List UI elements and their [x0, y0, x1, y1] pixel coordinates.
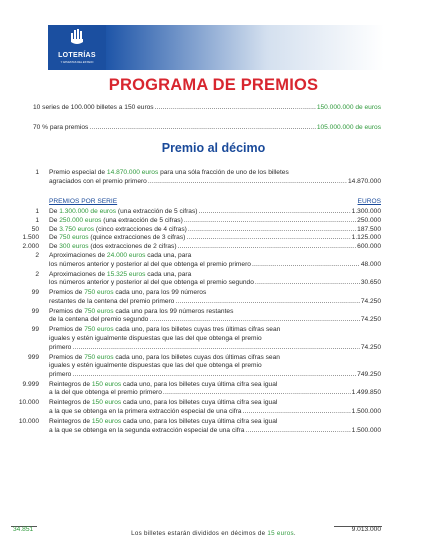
prize-qty: 2: [35, 270, 39, 278]
prize-text: Reintegros de: [49, 399, 92, 407]
prize-amount: 749.250: [357, 370, 381, 378]
prize-text: cada uno, para los billetes cuya última cifra sea igual: [121, 418, 278, 425]
prize-qty: 2: [35, 252, 39, 259]
prize-value: 1.300.000 de euros: [59, 208, 117, 215]
summary-amount: 150.000.000 de euros: [316, 104, 381, 111]
header-banner: [106, 25, 384, 70]
logo-subtitle: Y APUESTAS DEL ESTADO: [60, 61, 94, 64]
prize-amount: 1.125.000: [351, 234, 381, 242]
prize-text: iguales y estén igualmente dispuestas que las del que obtenga el premio: [49, 334, 262, 342]
prize-text: los números anterior y posterior al del que obtenga el premio segundo: [49, 279, 254, 287]
prize-text: (quince extracciones de 3 cifras): [88, 234, 186, 242]
prize-qty: 10.000: [18, 418, 39, 425]
prize-qty: 1: [35, 216, 39, 224]
prize-amount: 74.250: [360, 343, 381, 351]
prize-amount: 74.250: [360, 316, 381, 324]
prize-value: 150 euros: [91, 418, 122, 425]
prize-qty: 999: [27, 353, 39, 361]
prize-amount: 1.499.850: [351, 389, 381, 397]
prize-text: De: [49, 216, 60, 224]
prize-value: 750 euros: [59, 234, 89, 242]
total-count: 34.851: [13, 526, 34, 533]
prize-amount: 250.000: [357, 216, 381, 224]
prize-text: cada una, para: [145, 270, 192, 278]
prize-text: De: [49, 208, 60, 215]
prize-qty: 9.999: [22, 380, 39, 388]
prize-text: de la centena del premio segundo: [49, 316, 149, 324]
prize-text: restantes de la centena del premio primero: [49, 297, 175, 305]
prize-text: Premios de: [49, 326, 85, 334]
footer-note: [0, 530, 427, 537]
summary-line: [33, 124, 381, 133]
prize-text: para una sóla fracción de uno de los billetes: [158, 169, 289, 176]
prize-text: De: [49, 225, 60, 233]
summary-text: 70 % para premios: [33, 124, 89, 131]
footer-text: Los billetes estarán divididos en décimos de: [131, 530, 268, 537]
footer-value: 15 euros: [267, 530, 294, 537]
prize-text: agraciados con el premio primero: [49, 177, 147, 185]
prize-text: primero: [49, 343, 72, 351]
prize-value: 3.750 euros: [59, 225, 95, 233]
prize-text: De: [49, 243, 60, 251]
summary-line: [33, 104, 381, 113]
prize-text: iguales y estén igualmente dispuestas que las del que obtenga el premio: [49, 362, 262, 370]
prize-qty: 10.000: [18, 399, 39, 407]
prize-amount: 74.250: [360, 297, 381, 305]
prize-value: 250.000 euros: [59, 216, 102, 224]
prize-text: cada uno, para los billetes cuyas dos últimas cifras sean: [113, 353, 280, 361]
prize-text: Aproximaciones de: [49, 270, 107, 278]
prize-amount: 14.870.000: [347, 177, 381, 185]
logo-name: LOTERÍAS: [58, 52, 96, 59]
loterias-logo: [48, 25, 106, 70]
prize-text: a la del que obtenga el premio primero: [49, 389, 162, 397]
prize-text: Premio especial de: [49, 169, 107, 176]
prize-text: Premios de: [49, 307, 85, 315]
prize-text: (cinco extracciones de 4 cifras): [94, 225, 187, 233]
prize-text: cada uno, para los 99 números: [113, 289, 207, 297]
page-title: PROGRAMA DE PREMIOS: [108, 76, 319, 94]
prize-text: (una extracción de 5 cifras): [101, 216, 183, 224]
prize-value: 15.325 euros: [106, 270, 146, 278]
prize-value: 750 euros: [84, 307, 114, 315]
euros-header: EUROS: [357, 198, 381, 205]
prize-amount: 30.650: [360, 279, 381, 287]
prize-value: 750 euros: [84, 326, 114, 334]
summary-text: 10 series de 100.000 billetes a 150 euros: [33, 104, 154, 111]
prize-value: 750 euros: [84, 289, 114, 297]
prize-qty: 2.000: [22, 243, 39, 251]
prize-value: 300 euros: [59, 243, 89, 251]
prize-text: a la que se obtenga en la primera extracción especial de una cifra: [49, 407, 242, 415]
prize-text: cada uno, para los billetes cuyas tres últimas cifras sean: [113, 326, 281, 334]
prize-amount: 1.300.000: [351, 208, 381, 215]
total-amount: 9.013.000: [351, 526, 381, 533]
footer-text: .: [293, 530, 296, 537]
prize-value: 150 euros: [91, 399, 122, 407]
prize-text: cada uno para los 99 números restantes: [113, 307, 234, 315]
hand-icon: [69, 28, 85, 46]
prize-text: Aproximaciones de: [49, 252, 107, 259]
prize-text: cada uno, para los billetes cuya última cifra sea igual: [121, 380, 278, 388]
prize-qty: 50: [31, 225, 39, 233]
prize-value: 150 euros: [91, 380, 122, 388]
prize-text: a la que se obtenga en la segunda extracción especial de una cifra: [49, 426, 245, 434]
prize-amount: 48.000: [360, 260, 381, 268]
prize-value: 14.870.000 euros: [106, 169, 159, 176]
prize-text: De: [49, 234, 60, 242]
prize-amount: 1.500.000: [351, 426, 381, 434]
prize-text: (una extracción de 5 cifras): [116, 208, 198, 215]
prize-value: 750 euros: [84, 353, 114, 361]
prize-text: cada uno, para los billetes cuya última cifra sea igual: [121, 399, 278, 407]
prize-value: 24.000 euros: [106, 252, 146, 259]
prize-qty: 99: [31, 326, 39, 334]
prize-text: (dos extracciones de 2 cifras): [88, 243, 177, 251]
summary-amount: 105.000.000 de euros: [316, 124, 381, 131]
prize-amount: 187.500: [357, 225, 381, 233]
prizes-header: PREMIOS POR SERIE: [49, 198, 118, 205]
prize-qty: 1.500: [22, 234, 39, 242]
prize-text: Premios de: [49, 289, 85, 297]
prize-text: Reintegros de: [49, 380, 92, 388]
prize-text: primero: [49, 370, 72, 378]
prize-text: cada una, para: [145, 252, 192, 259]
prize-qty: 1: [35, 208, 39, 215]
prize-qty: 99: [31, 307, 39, 315]
prize-amount: 600.000: [357, 243, 381, 251]
prize-amount: 1.500.000: [351, 407, 381, 415]
prize-qty: 1: [35, 169, 39, 176]
prize-text: Premios de: [49, 353, 85, 361]
prize-text: los números anterior y posterior al del que obtenga el premio primero: [49, 260, 251, 268]
prize-qty: 99: [31, 289, 39, 297]
prize-text: Reintegros de: [49, 418, 92, 425]
section-title: Premio al décimo: [161, 141, 266, 155]
